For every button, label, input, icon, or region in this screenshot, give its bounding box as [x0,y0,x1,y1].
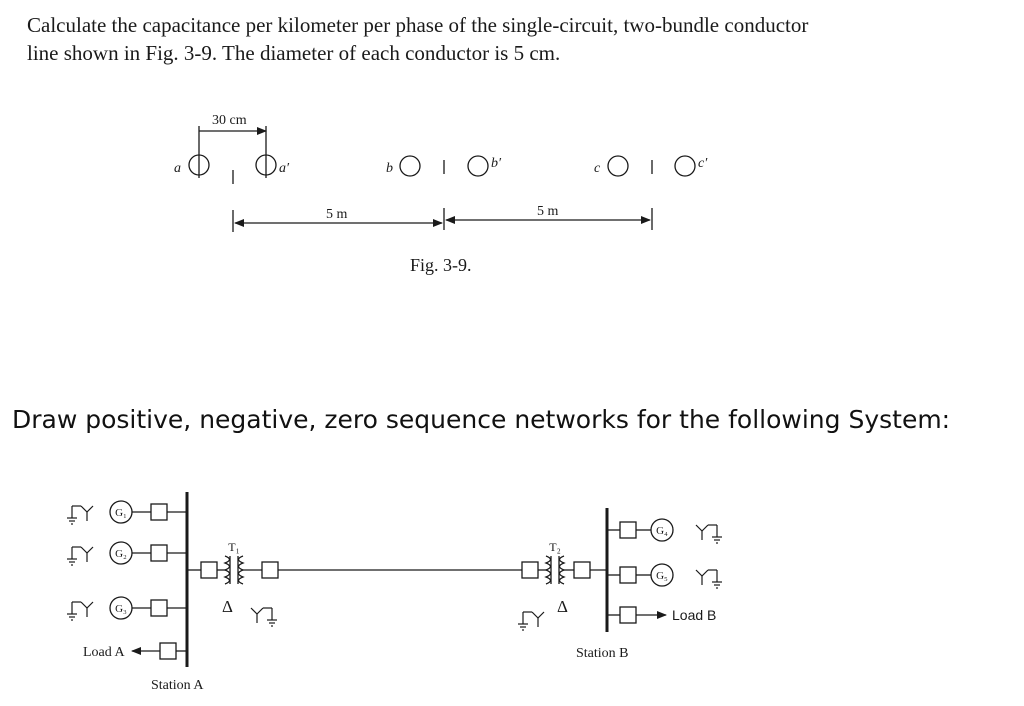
station-a-label: Station A [151,678,204,693]
breaker-t2-primary [522,562,538,578]
conductor-label-b: b [386,161,393,176]
breaker-g2 [151,545,167,561]
g3-label: G₃ [115,603,127,615]
load-a-label: Load A [83,645,125,660]
figure-1-caption: Fig. 3-9. [410,255,472,275]
transformer-t2 [546,556,564,584]
breaker-load-b [620,607,636,623]
breaker-g4 [620,522,636,538]
station-b-label: Station B [576,646,629,661]
spacing-label: 30 cm [212,113,247,128]
g1-label: G₁ [115,507,127,519]
transformer-t1 [225,556,243,584]
conductor-label-c-prime: c′ [698,156,708,171]
t2-label: T₂ [549,540,561,554]
t2-delta-symbol: Δ [557,597,568,616]
conductor-label-b-prime: b′ [491,156,502,171]
breaker-g3 [151,600,167,616]
breaker-g5 [620,567,636,583]
t1-delta-symbol: Δ [222,597,233,616]
problem-1-line-1: Calculate the capacitance per kilometer per phase of the single-circuit, two-bundle conductor [27,13,809,37]
load-b-label: Load B [672,607,717,623]
conductor-label-a-prime: a′ [279,161,290,176]
g4-label: G₄ [656,525,668,537]
problem-2-text: Draw positive, negative, zero sequence networks for the following System: [12,405,951,434]
distance-2-label: 5 m [537,204,559,219]
breaker-t1-primary [201,562,217,578]
conductor-label-a: a [174,161,181,176]
breaker-t2-secondary [574,562,590,578]
g2-label: G₂ [115,548,127,560]
g5-label: G₅ [656,570,668,582]
breaker-t1-secondary [262,562,278,578]
distance-1-label: 5 m [326,207,348,222]
t1-label: T₁ [228,540,240,554]
conductor-label-c: c [594,161,601,176]
breaker-g1 [151,504,167,520]
problem-1-line-2: line shown in Fig. 3-9. The diameter of each conductor is 5 cm. [27,41,561,65]
breaker-load-a [160,643,176,659]
